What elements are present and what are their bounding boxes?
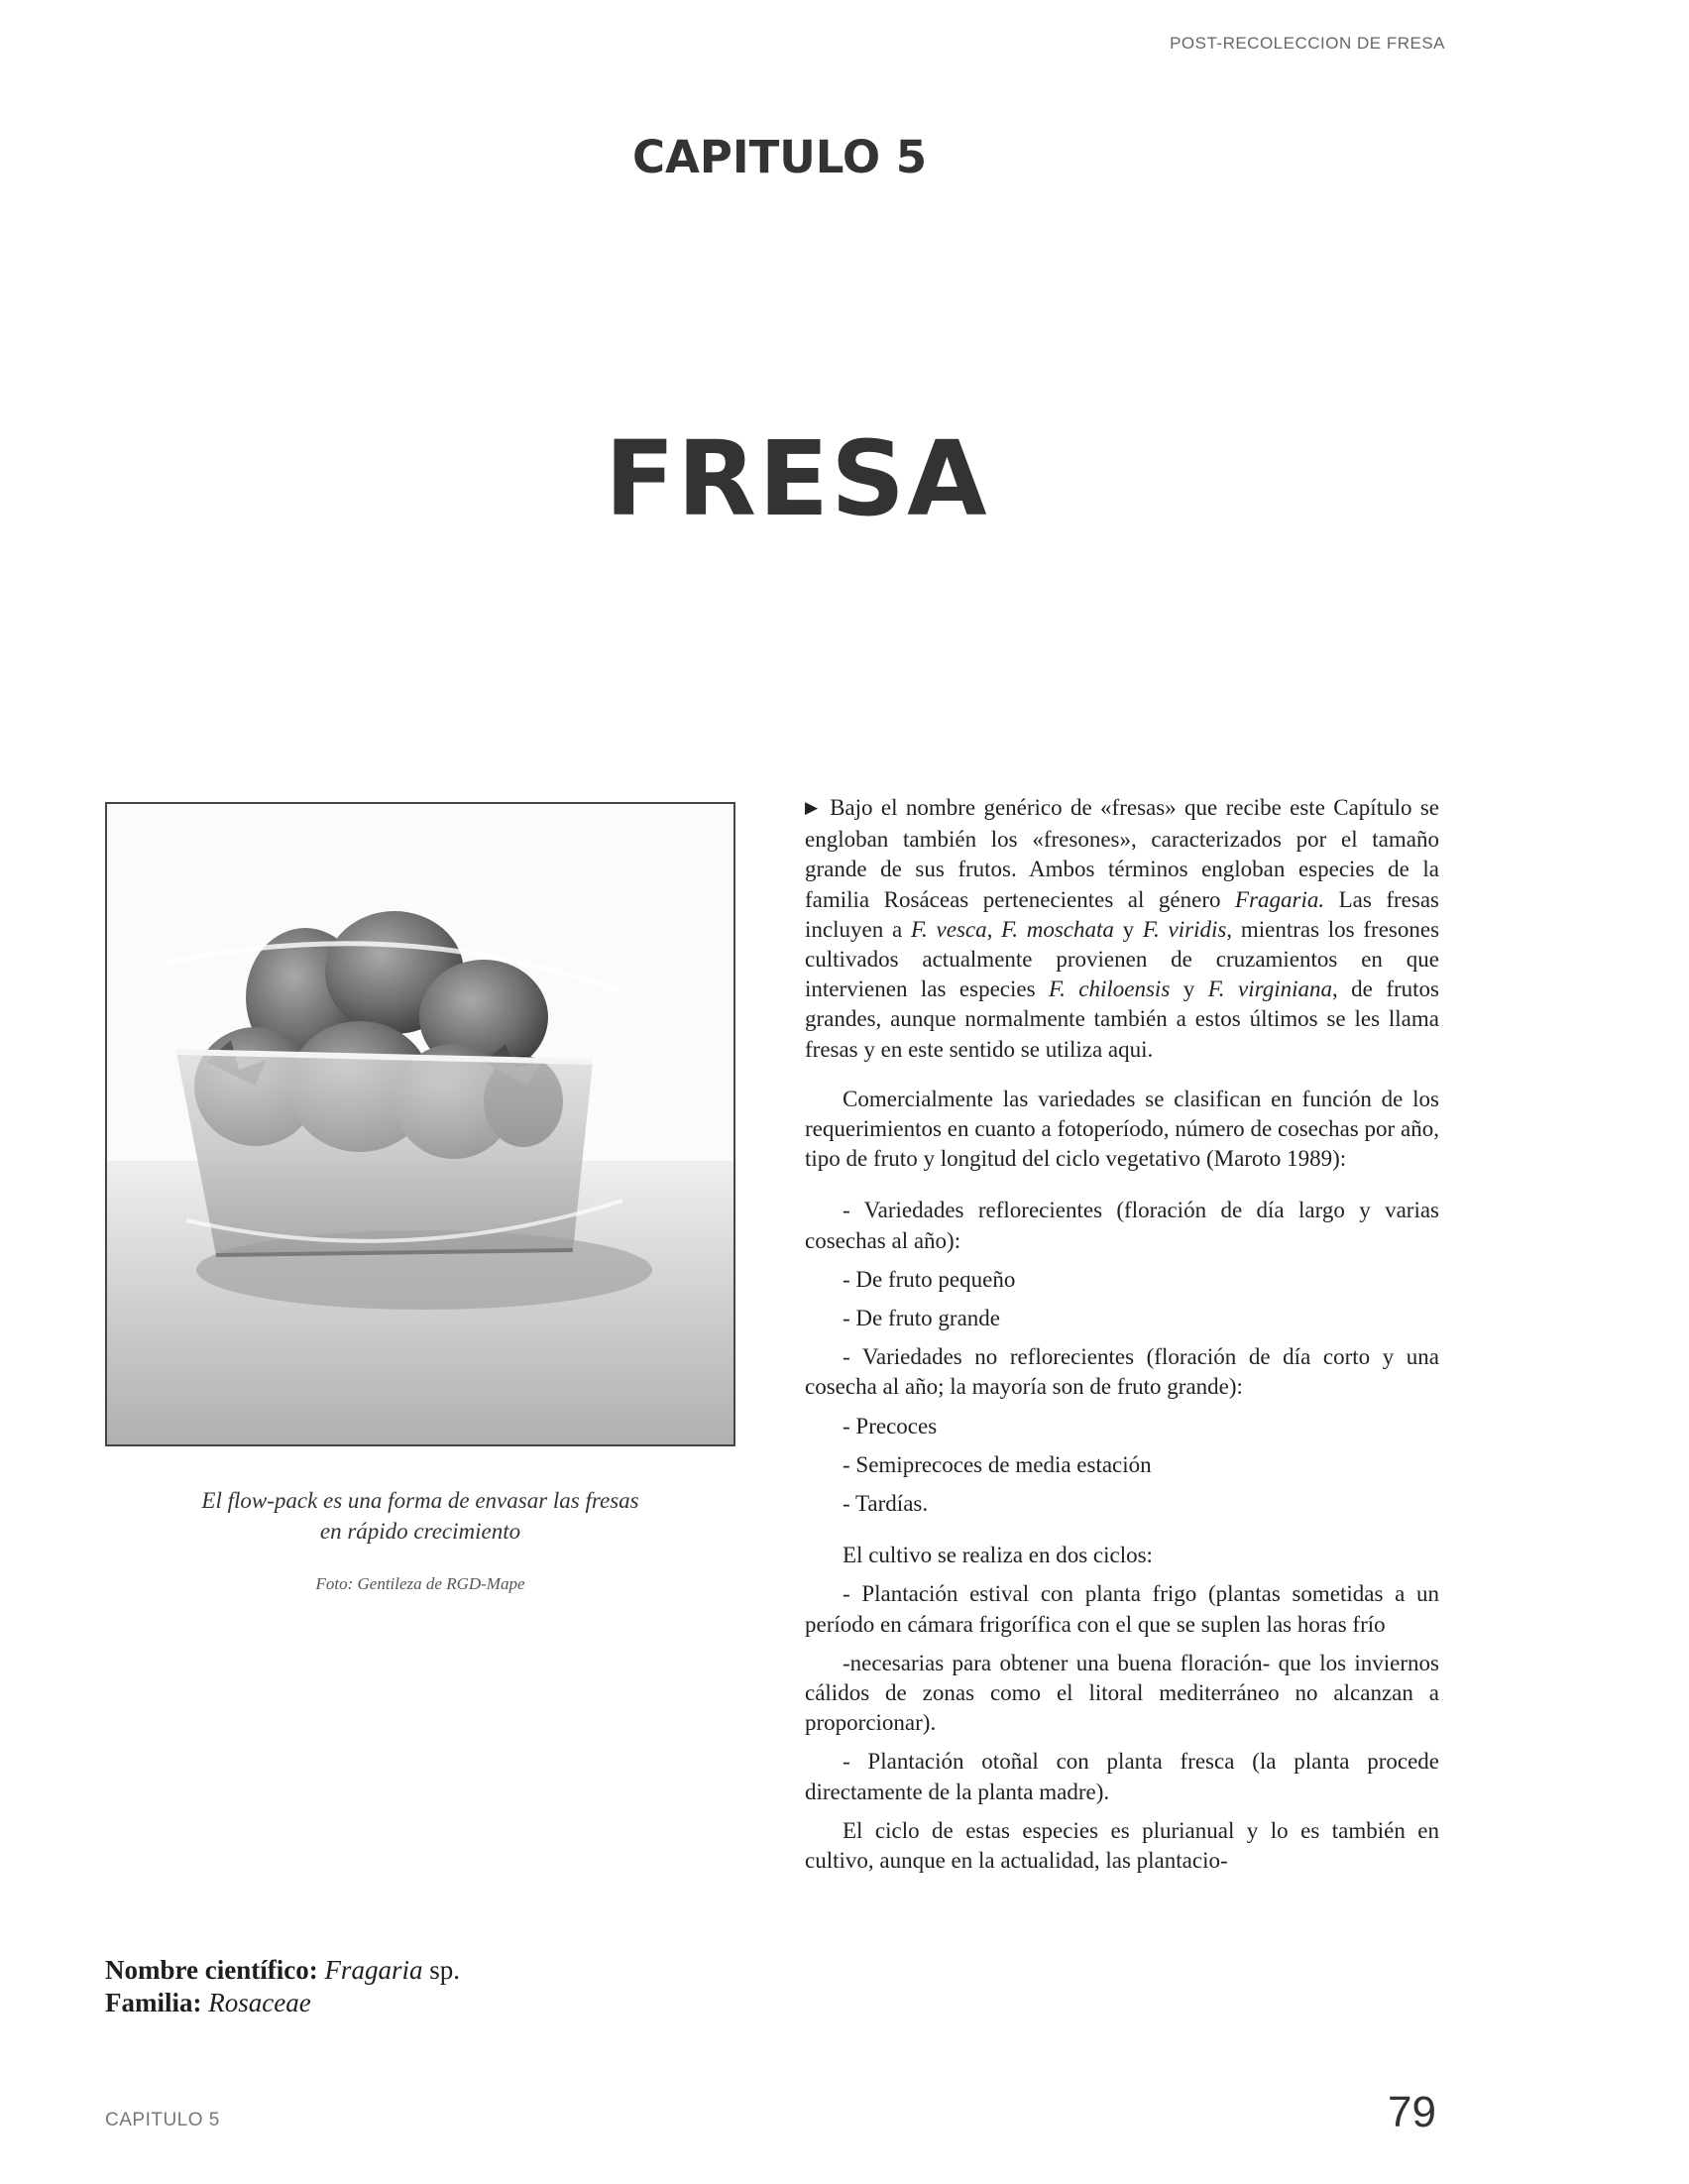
family-value: Rosaceae [208,1988,311,2017]
text-run: mientras los fresones cultivados actualmente provienen de cruzamientos en que intervienen las especies [805,916,1440,1002]
list-item: - De fruto grande [843,1306,1001,1331]
running-header: POST-RECOLECCION DE FRESA [1170,34,1445,53]
photo-credit: Foto: Gentileza de RGD-Mape [315,1574,525,1593]
species-name: F. vesca, F. moschata [910,916,1114,942]
list-item: - Plantación estival con planta frigo (plantas sometidas a un período en cámara frigorífica con el que se suplen las horas frío [805,1581,1439,1637]
chapter-title: FRESA [605,418,989,539]
text-run: y [1113,916,1143,942]
classification-block [105,1954,460,2019]
scientific-name-value: Fragaria [324,1955,423,1985]
list-item: - De fruto pequeño [843,1266,1016,1292]
cycle-paragraph: El ciclo de estas especies es plurianual y lo es también en cultivo, aunque en la actualidad, las plantacio- [805,1817,1439,1874]
varieties-paragraph: Comercialmente las variedades se clasifican en función de los requerimientos en cuanto a fotoperíodo, número de cosechas por año, tipo de fruto y longitud del ciclo vegetativo (Maroto 1989): [805,1086,1439,1172]
family-label: Familia: [105,1988,202,2017]
footer-chapter: CAPITULO 5 [105,2110,220,2130]
list-item: - Plantación otoñal con planta fresca (la planta procede directamente de la planta madre). [805,1749,1439,1804]
list-item: -necesarias para obtener una buena floración- que los inviernos cálidos de zonas como el litoral mediterráneo no alcanzan a proporcionar). [805,1650,1439,1736]
chapter-label: CAPITULO 5 [632,131,928,183]
figure-caption [105,1485,735,1547]
scientific-name-line [105,1954,460,1987]
species-name: F. viridis, [1142,916,1233,942]
family-line [105,1987,460,2019]
strawberry-punnet-illustration [107,804,733,1444]
text-run: Las fresas incluyen a [805,886,1439,942]
list-item: - Variedades reflorecientes (floración de día largo y varias cosechas al año): [805,1198,1439,1253]
body-text [805,793,1439,1876]
caption-line: El flow-pack es una forma de envasar las fresas [201,1488,639,1513]
page-number: 79 [1388,2088,1436,2136]
list-item: - Tardías. [843,1491,929,1517]
list-item: - Variedades no reflorecientes (floración de día corto y una cosecha al año; la mayoría son de fruto grande): [805,1344,1439,1400]
scientific-name-label: Nombre científico: [105,1955,318,1985]
caption-line: en rápido crecimiento [319,1519,521,1544]
list-item: - Precoces [843,1413,938,1438]
text-run: Bajo el nombre genérico de «fresas» que recibe este Capítulo se engloban también los «fresones», caracterizados por el tamaño grande de sus frutos. Ambos términos engloban especies de la familia Rosáceas pertenecientes al género [805,795,1439,912]
text-run: , de frutos grandes, aunque normalmente también a estos últimos se les llama fresas y en este sentido se utiliza aqui. [805,977,1439,1062]
species-name: F. virginiana [1207,977,1332,1002]
intro-paragraph [805,793,1439,1065]
list-item: - Semiprecoces de media estación [843,1451,1152,1477]
triangle-bullet-icon: ▶ [805,798,819,817]
cycles-paragraph: El cultivo se realiza en dos ciclos: [843,1543,1153,1568]
genus-name: Fragaria. [1235,886,1325,912]
text-run: y [1170,977,1208,1002]
scientific-name-suffix: sp. [429,1955,460,1985]
strawberry-photo [105,802,735,1446]
species-name: F. chiloensis [1049,977,1171,1002]
